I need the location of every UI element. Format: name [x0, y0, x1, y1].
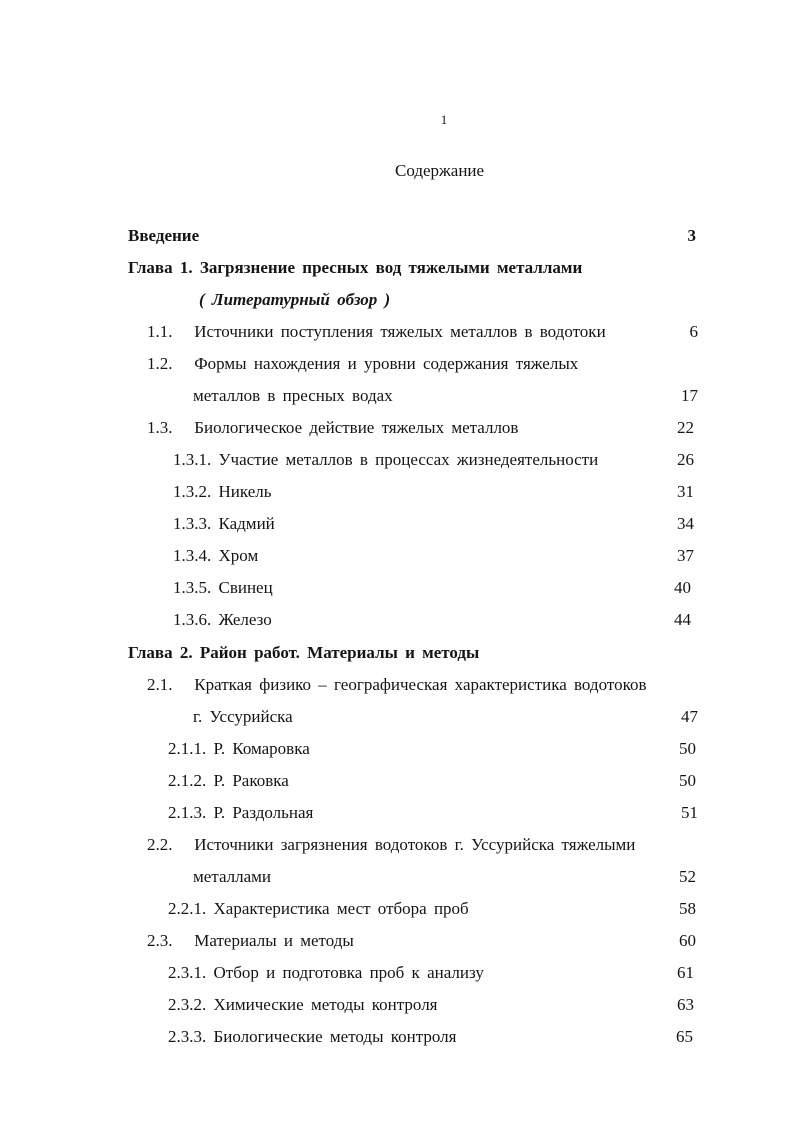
- toc-entry-page: 44: [674, 610, 691, 629]
- toc-entry-page: 51: [681, 803, 698, 822]
- toc-entry-page: 61: [677, 963, 694, 982]
- toc-entry-text: Введение: [128, 226, 200, 245]
- toc-entry-chapter-1: [0, 256, 793, 280]
- toc-entry-1-2: [0, 352, 793, 376]
- toc-entry-page: 58: [679, 899, 696, 918]
- toc-entry-text: 2.3.3. Биологические методы контроля: [168, 1027, 457, 1046]
- toc-entry-text: 1.3.4. Хром: [173, 546, 259, 565]
- page-number: 1: [440, 112, 448, 127]
- toc-entry-page: 26: [677, 450, 694, 469]
- toc-entry-text: 2.2.1. Характеристика мест отбора проб: [168, 899, 469, 918]
- toc-entry-2-1-cont: [0, 705, 793, 729]
- toc-entry-page: 65: [676, 1027, 693, 1046]
- toc-entry-2-2-cont: [0, 865, 793, 889]
- toc-entry-2-2: [0, 833, 793, 857]
- toc-entry-page: 47: [681, 707, 698, 726]
- toc-entry-text: металлов в пресных водах: [193, 386, 393, 405]
- toc-entry-1-3-5: [0, 576, 793, 600]
- toc-entry-text: 1.3.6. Железо: [173, 610, 272, 629]
- toc-entry-2-3-1: [0, 961, 793, 985]
- toc-entry-text: 2.3.2. Химические методы контроля: [168, 995, 438, 1014]
- toc-entry-text: 1.2. Формы нахождения и уровни содержания тяжелых: [147, 354, 579, 373]
- toc-entry-2-1-2: [0, 769, 793, 793]
- toc-entry-2-1: [0, 673, 793, 697]
- toc-entry-text: Глава 1. Загрязнение пресных вод тяжелыми металлами: [128, 258, 583, 277]
- toc-entry-1-3: [0, 416, 793, 440]
- toc-entry-page: 50: [679, 739, 696, 758]
- toc-entry-1-2-cont: [0, 384, 793, 408]
- toc-entry-page: 52: [679, 867, 696, 886]
- toc-entry-page: 50: [679, 771, 696, 790]
- toc-entry-page: 37: [677, 546, 694, 565]
- toc-entry-1-3-3: [0, 512, 793, 536]
- page-title: Содержание: [395, 161, 485, 180]
- toc-entry-text: 2.1.3. Р. Раздольная: [168, 803, 314, 822]
- toc-entry-2-2-1: [0, 897, 793, 921]
- toc-entry-text: 1.3. Биологическое действие тяжелых металлов: [147, 418, 519, 437]
- toc-entry-text: 1.3.3. Кадмий: [173, 514, 275, 533]
- toc-entry-text: 2.3. Материалы и методы: [147, 931, 354, 950]
- toc-entry-1-3-4: [0, 544, 793, 568]
- toc-entry-chapter-1-subtitle: [0, 288, 793, 312]
- toc-entry-introduction: [0, 224, 793, 248]
- toc-entry-page: 17: [681, 386, 698, 405]
- toc-entry-text: 1.3.1. Участие металлов в процессах жизнедеятельности: [173, 450, 599, 469]
- toc-entry-text: 2.1. Краткая физико – географическая характеристика водотоков: [147, 675, 647, 694]
- toc-entry-chapter-2: [0, 641, 793, 665]
- toc-entry-2-3-3: [0, 1025, 793, 1049]
- toc-entry-page: 3: [687, 226, 696, 245]
- toc-entry-text: 2.2. Источники загрязнения водотоков г. Уссурийска тяжелыми: [147, 835, 636, 854]
- toc-entry-1-3-1: [0, 448, 793, 472]
- toc-entry-page: 34: [677, 514, 694, 533]
- toc-entry-1-3-6: [0, 608, 793, 632]
- toc-entry-2-1-3: [0, 801, 793, 825]
- toc-entry-text: 1.1. Источники поступления тяжелых металлов в водотоки: [147, 322, 606, 341]
- toc-entry-page: 31: [677, 482, 694, 501]
- toc-entry-2-3-2: [0, 993, 793, 1017]
- toc-entry-text: 1.3.2. Никель: [173, 482, 272, 501]
- toc-entry-text: ( Литературный обзор ): [199, 290, 391, 309]
- toc-entry-1-3-2: [0, 480, 793, 504]
- toc-entry-text: 2.1.1. Р. Комаровка: [168, 739, 310, 758]
- toc-entry-page: 22: [677, 418, 694, 437]
- toc-entry-text: металлами: [193, 867, 272, 886]
- toc-entry-2-1-1: [0, 737, 793, 761]
- toc-entry-page: 60: [679, 931, 696, 950]
- toc-entry-2-3: [0, 929, 793, 953]
- toc-entry-text: 1.3.5. Свинец: [173, 578, 273, 597]
- toc-entry-page: 40: [674, 578, 691, 597]
- toc-entry-text: 2.1.2. Р. Раковка: [168, 771, 289, 790]
- toc-entry-page: 6: [689, 322, 698, 341]
- toc-entry-page: 63: [677, 995, 694, 1014]
- toc-entry-text: Глава 2. Район работ. Материалы и методы: [128, 643, 480, 662]
- toc-entry-text: 2.3.1. Отбор и подготовка проб к анализу: [168, 963, 484, 982]
- toc-entry-1-1: [0, 320, 793, 344]
- toc-entry-text: г. Уссурийска: [193, 707, 293, 726]
